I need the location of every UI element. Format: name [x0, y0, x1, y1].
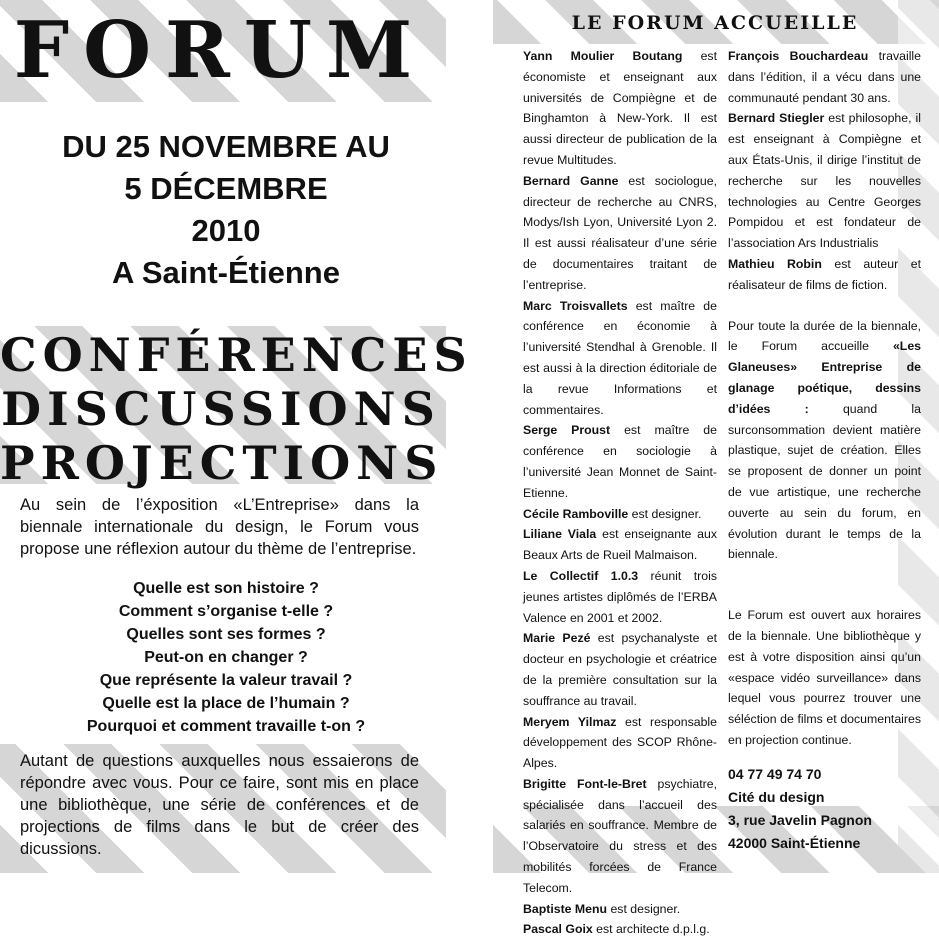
- contact-city: 42000 Saint-Étienne: [728, 834, 861, 851]
- guest-description: est auteur et réalisateur de films de fiction.: [728, 256, 921, 292]
- guest-name: Liliane Viala: [523, 527, 597, 542]
- guest-description: est maître de conférence en sociologie à l’université Jean Monnet de Saint-Etienne.: [523, 423, 717, 500]
- guest-name: Marie Pezé: [523, 631, 591, 646]
- guests-heading: LE FORUM ACCUEILLE: [571, 12, 859, 34]
- guests-column-1: [523, 46, 717, 940]
- glaneuses-paragraph: [728, 316, 921, 566]
- guest-entry: [523, 712, 717, 774]
- guest-description: est psychanalyste et docteur en psychologie et créatrice de la première consultation sur la souffrance au travail.: [523, 631, 717, 708]
- question-3: Quelles sont ses formes ?: [126, 626, 326, 643]
- guest-name: Mathieu Robin: [728, 256, 822, 271]
- guest-entry: [523, 171, 717, 296]
- intro-paragraph: Au sein de l’éxposition «L’Entreprise» dans la biennale internationale du design, le Forum vous propose une réflexion autour du thème de l’entreprise.: [20, 496, 419, 558]
- glaneuses-intro: Pour toute la durée de la biennale, le Forum accueille: [728, 318, 921, 354]
- guest-entry: [523, 504, 717, 525]
- date-line-2: 5 DÉCEMBRE: [124, 171, 328, 206]
- glaneuses-description: quand la surconsommation devient matière plastique, sujet de création. Elles se proposent de donner un point de vue artistique, une recherche ouverte au sein du forum, en évolution durant le temps de la biennale.: [728, 401, 921, 562]
- question-4: Peut-on en changer ?: [144, 649, 308, 666]
- guest-description: est économiste et enseignant aux universités de Compiègne et de Binghamton à New-York. Il est aussi directeur de publication de la revue Multitudes.: [523, 49, 717, 167]
- guest-description: est designer.: [607, 901, 681, 916]
- guest-name: François Bouchardeau: [728, 49, 869, 63]
- guest-description: est philosophe, il est enseignant à Compiègne et aux États-Unis, il dirige l’institut de recherche sur les nouvelles technologies au Centre Georges Pompidou et est fondateur de l’association Ars Industrialis: [728, 111, 921, 251]
- guest-name: Le Collectif 1.0.3: [523, 568, 639, 583]
- guest-entry: [728, 108, 921, 254]
- guest-name: Pascal Goix: [523, 922, 593, 937]
- guest-entry: [523, 296, 717, 421]
- contact-phone: 04 77 49 74 70: [728, 765, 822, 782]
- question-list: [0, 577, 452, 738]
- guest-description: psychiatre, spécialisée dans l’accueil des salariés en souffrance. Membre de l’Observatoire du stress et des mobilités forcées de France Telecom.: [523, 776, 717, 895]
- guest-name: Brigitte Font-le-Bret: [523, 776, 647, 791]
- contact-block: [728, 763, 921, 855]
- closing-paragraph: Autant de questions auxquelles nous essaierons de répondre avec vous. Pour ce faire, sont mis en place une bibliothèque, une série de conférences et de projections de films dans le but de créer des dicussions.: [20, 752, 419, 858]
- guest-entry: [523, 420, 717, 503]
- question-5: Que représente la valeur travail ?: [99, 672, 353, 689]
- guest-entry: [728, 46, 921, 108]
- date-line-3: 2010: [191, 213, 261, 248]
- opening-paragraph: Le Forum est ouvert aux horaires de la biennale. Une bibliothèque y est à votre disposition ainsi qu’un «espace vidéo surveillance» dans lequel vous pourrez trouver une séléction de films et documentaires en projection continue.: [728, 608, 921, 747]
- guest-description: est enseignante aux Beaux Arts de Rueil Malmaison.: [523, 527, 717, 563]
- guest-name: Bernard Stiegler: [728, 111, 825, 126]
- guest-description: est sociologue, directeur de recherche au CNRS, Modys/Ish Lyon, Université Lyon 2. Il est aussi réalisateur d’une série de documentaires traitant de l’entreprise.: [523, 173, 717, 292]
- guest-entry: [523, 524, 717, 566]
- event-dates: [0, 126, 452, 294]
- guests-list-2: [728, 46, 921, 296]
- guest-name: Meryem Yilmaz: [523, 714, 617, 729]
- guest-description: est maître de conférence en économie à l’université Stendhal à Grenoble. Il est aussi à la direction éditoriale de la revue Informations et commentaires.: [523, 298, 717, 417]
- word-discussions: DISCUSSIONS: [1, 382, 441, 436]
- guest-entry: [523, 919, 717, 940]
- guest-description: est responsable développement des SCOP Rhône-Alpes.: [523, 714, 717, 771]
- date-line-1: DU 25 NOVEMBRE AU: [62, 129, 390, 164]
- guest-entry: [523, 628, 717, 711]
- guest-entry: [728, 254, 921, 296]
- guest-entry: [523, 46, 717, 171]
- guest-description: est designer.: [628, 506, 702, 521]
- guest-name: Baptiste Menu: [523, 901, 608, 916]
- program-words: [0, 328, 473, 490]
- question-6: Quelle est la place de l’humain ?: [102, 695, 350, 712]
- word-projections: PROJECTIONS: [0, 436, 444, 490]
- question-1: Quelle est son histoire ?: [133, 580, 319, 597]
- event-location: A Saint-Étienne: [112, 255, 340, 290]
- question-2: Comment s’organise t-elle ?: [118, 603, 334, 620]
- guest-name: Bernard Ganne: [523, 173, 619, 188]
- guest-description: est architecte d.p.l.g.: [592, 922, 710, 937]
- word-conferences: CONFÉRENCES: [0, 328, 473, 382]
- glaneuses-name: «Les Glaneuses» Entreprise de glanage poétique, dessins d’idées :: [728, 339, 921, 416]
- forum-title: FORUM: [13, 5, 427, 96]
- guest-name: Serge Proust: [523, 423, 611, 438]
- guest-name: Yann Moulier Boutang: [523, 49, 683, 63]
- contact-venue: Cité du design: [728, 788, 825, 805]
- guest-entry: [523, 899, 717, 920]
- contact-street: 3, rue Javelin Pagnon: [728, 811, 872, 828]
- guest-entry: [523, 566, 717, 628]
- guest-description: travaille dans l’édition, il a vécu dans une communauté pendant 30 ans.: [728, 49, 922, 105]
- guest-description: réunit trois jeunes artistes diplômés de l’ERBA Valence en 2001 et 2002.: [523, 568, 717, 625]
- guests-column-2: [728, 46, 921, 855]
- guest-name: Cécile Ramboville: [523, 506, 629, 521]
- guest-name: Marc Troisvallets: [523, 298, 628, 313]
- guest-entry: [523, 774, 717, 899]
- question-7: Pourquoi et comment travaille t-on ?: [86, 718, 366, 735]
